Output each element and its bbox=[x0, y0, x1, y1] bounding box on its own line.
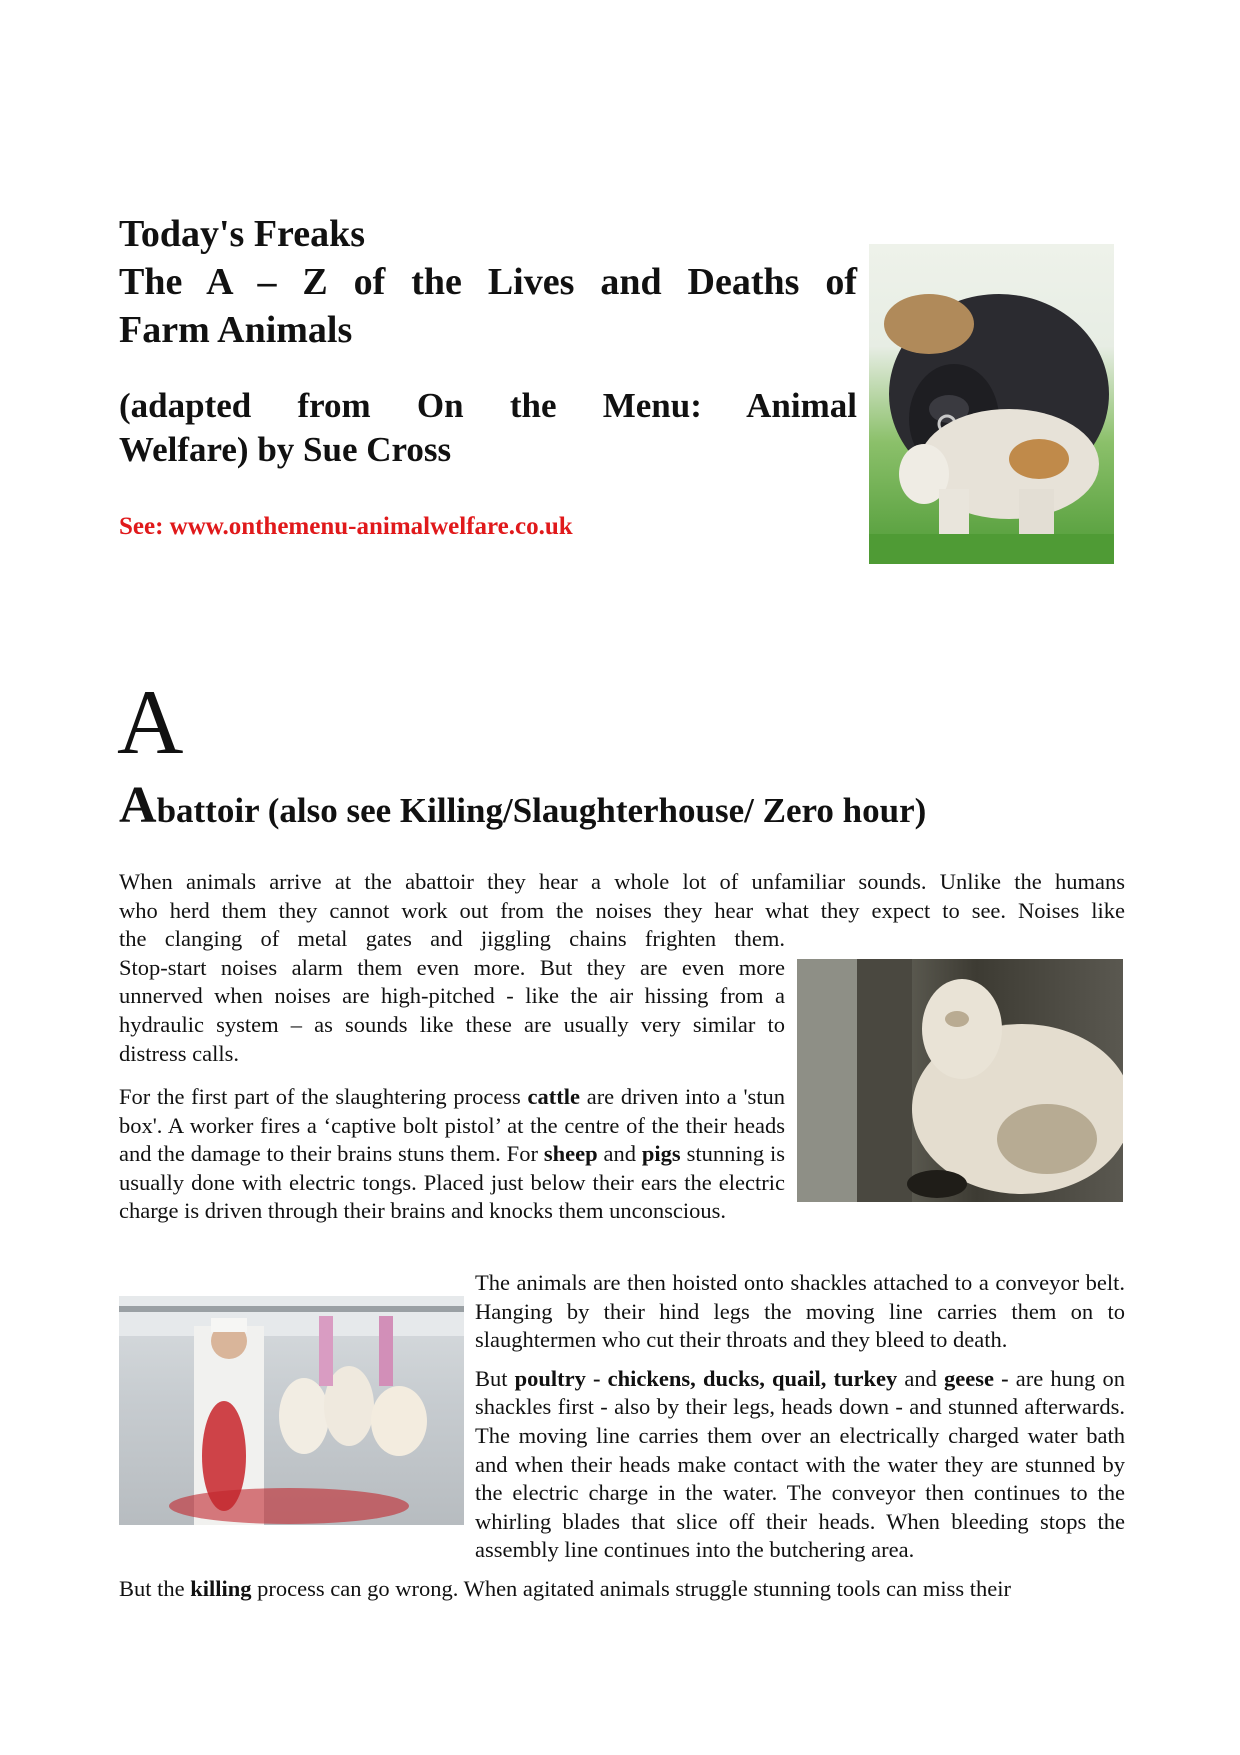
title-line-3: Farm Animals bbox=[119, 309, 353, 351]
section-heading bbox=[119, 777, 927, 835]
website-link[interactable]: See: www.onthemenu-animalwelfare.co.uk bbox=[119, 513, 573, 540]
p5-text-a: But the bbox=[119, 1575, 191, 1601]
p5-killing: killing bbox=[190, 1575, 252, 1601]
p4-text-b: and bbox=[897, 1365, 945, 1391]
paragraph-3-block bbox=[119, 1269, 1125, 1614]
paragraph-5 bbox=[119, 1575, 1125, 1604]
p4-text-c: are hung on shackles first - also by their legs, heads down - and stunned afterwards. The moving line carries them over an electrically charged water bath and when their heads make contact with the water they are stunned by the electric charge in the water. The conveyor then continues to the whirling blades that slice off their heads. When bleeding stops the assembly line continues into the butchering area. bbox=[475, 1365, 1125, 1563]
paragraph-1-line-3: the clanging of metal gates and jiggling chains frighten them. bbox=[119, 926, 785, 952]
title-block bbox=[119, 210, 857, 541]
p4-poultry: poultry - chickens, ducks, quail, turkey bbox=[514, 1365, 898, 1391]
p5-text-b: process can go wrong. When agitated animals struggle stunning tools can miss their bbox=[251, 1575, 1011, 1601]
stun-box-photo bbox=[797, 959, 1123, 1202]
p4-text-a: But bbox=[475, 1365, 515, 1391]
title-line-1: Today's Freaks bbox=[119, 213, 366, 255]
title-line-2: The A – Z of the Lives and Deaths of bbox=[119, 261, 857, 303]
paragraph-1-line-2: who herd them they cannot work out from the noises they hear what they expect to see. Noises like bbox=[119, 897, 1125, 923]
paragraph-2-text bbox=[119, 1083, 785, 1226]
bull-photo bbox=[869, 244, 1114, 564]
paragraph-3: The animals are then hoisted onto shackles attached to a conveyor belt. Hanging by their hind legs the moving line carries them on to slaughtermen who cut their throats and they bleed to death. bbox=[475, 1270, 1125, 1353]
p2-text-d: stunning is usually done with electric tongs. Placed just below their ears the electric charge is driven through their brains and knocks them unconscious. bbox=[119, 1141, 785, 1224]
subtitle-line-2: Welfare) by Sue Cross bbox=[119, 430, 452, 469]
p2-pigs: pigs bbox=[641, 1141, 681, 1167]
paragraph-1-line-1: When animals arrive at the abattoir they hear a whole lot of unfamiliar sounds. Unlike the humans bbox=[119, 869, 1125, 894]
subtitle-line-1: (adapted from On the Menu: Animal bbox=[119, 386, 857, 425]
p2-text-b: are driven into a 'stun box'. A worker fires a ‘captive bolt pistol’ at the centre of the their heads and the damage to their brains stuns them. For bbox=[119, 1084, 786, 1167]
p2-text-a: For the first part of the slaughtering process bbox=[119, 1084, 528, 1109]
section-heading-text: battoir (also see Killing/Slaughterhouse/ Zero hour) bbox=[156, 791, 927, 830]
p2-text-c: and bbox=[597, 1141, 642, 1167]
image-space bbox=[119, 1269, 475, 1541]
p2-cattle: cattle bbox=[527, 1084, 580, 1109]
paragraph-2 bbox=[119, 1083, 785, 1226]
section-letter: A bbox=[117, 671, 184, 773]
p4-geese: geese - bbox=[944, 1365, 1009, 1391]
section-heading-cap: A bbox=[119, 777, 157, 834]
p2-sheep: sheep bbox=[543, 1141, 598, 1167]
paragraph-1-rest: Stop-start noises alarm them even more. But they are even more unnerved when noises are high-pitched - like the air hissing from a hydraulic system – as sounds like these are usually very similar to distress calls. bbox=[119, 954, 785, 1066]
